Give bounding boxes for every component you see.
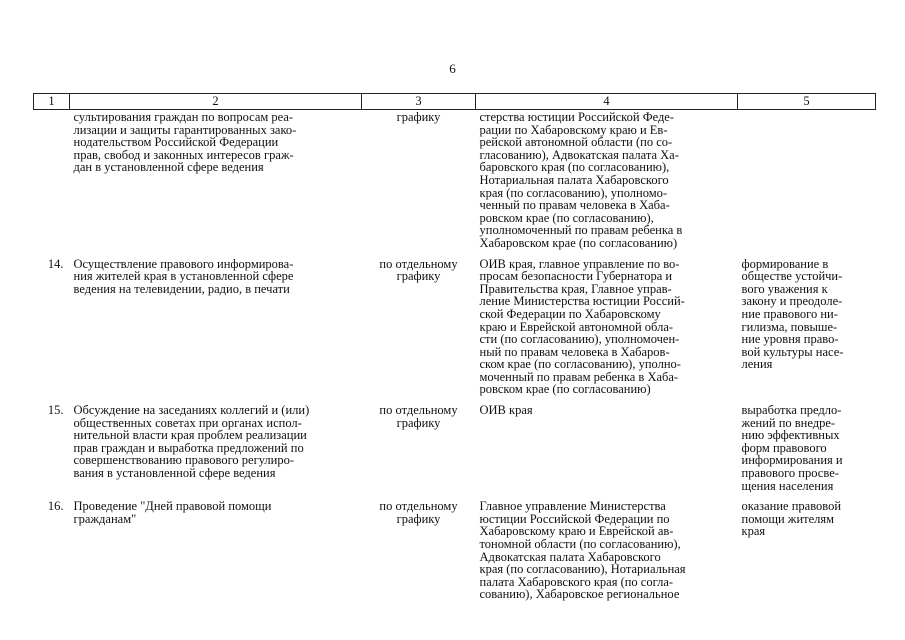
result-text: оказание правовой помощи жителям края — [741, 499, 842, 539]
executors-text: стерства юстиции Российской Феде- рации по Хабаровскому краю и Ев- рейской автономной области (по со- гласованию), Адвокатская палата Ха- баровского края (по согласованию), Нотариальная палата Хабаровского края (по согласованию), уполномо- ченный по правам человека в Хаба- ровском крае (по согласованию), уполномоченный по правам ребенка в Хабаровском крае (по согласованию) — [479, 110, 683, 250]
column-header-2: 2 — [70, 94, 362, 110]
activity-text: Проведение "Дней правовой помощи гражданам" — [73, 499, 272, 526]
table-row — [34, 404, 876, 500]
activity-text: Осуществление правового информирова- ния жителей края в установленной сфере ведения на телевидении, радио, в печати — [73, 256, 294, 296]
row-number: 15. — [47, 403, 64, 418]
executors-text: ОИВ края, главное управление по во- просам безопасности Губернатора и Правительства края, Главное управ- ление Министерства юстиции Россий- ской Федерации по Хабаровскому краю и Еврейской автономной обла- сти (по согласованию), уполномочен- ный по правам человека в Хабаров- ском крае (по согласованию), уполно- моченный по правам ребенка в Хаба- ровском крае (по согласованию) — [479, 256, 685, 397]
timing-text: по отдельному графику — [379, 256, 458, 284]
timing-text: графику — [396, 110, 441, 124]
executors-text: ОИВ края — [479, 403, 533, 418]
result-text: выработка предло- жений по внедре- нию эффективных форм правового информирования и правового просве- щения населения — [741, 403, 843, 493]
column-header-1: 1 — [34, 94, 70, 110]
table-row — [34, 500, 876, 609]
column-header-4: 4 — [476, 94, 738, 110]
row-number: 14. — [47, 256, 64, 271]
timing-text: по отдельному графику — [379, 403, 458, 430]
activity-text: сультирования граждан по вопросам реа- лизации и защиты гарантированных зако- нодательством Российской Федерации прав, свобод и законных интересов граж- дан в установленной сфере ведения — [73, 110, 297, 175]
page-number: 6 — [449, 61, 456, 76]
executors-text: Главное управление Министерства юстиции Российской Федерации по Хабаровскому краю и Еврейской ав- тономной области (по согласованию), Адвокатская палата Хабаровского края (по согласованию), Нотариальная палата Хабаровского края (по согла- сованию), Хабаровское региональное — [479, 499, 686, 602]
activity-text: Обсуждение на заседаниях коллегий и (или) общественных советах при органах испол- нительной власти края проблем реализации прав граждан и выработка предложений по совершенствованию правового регулиро- вания в установленной сфере ведения — [73, 403, 310, 481]
column-number-row — [34, 94, 876, 110]
column-header-5: 5 — [738, 94, 876, 110]
table-row — [34, 258, 876, 405]
table-row — [34, 110, 876, 258]
row-number: 16. — [47, 499, 64, 514]
measures-table — [33, 93, 876, 609]
column-header-3: 3 — [362, 94, 476, 110]
result-text: формирование в обществе устойчи- вого уважения к закону и преодоле- ние правового ни- гилизма, повыше- ние уровня право- вой культуры насе- ления — [741, 256, 844, 372]
timing-text: по отдельному графику — [379, 499, 458, 526]
